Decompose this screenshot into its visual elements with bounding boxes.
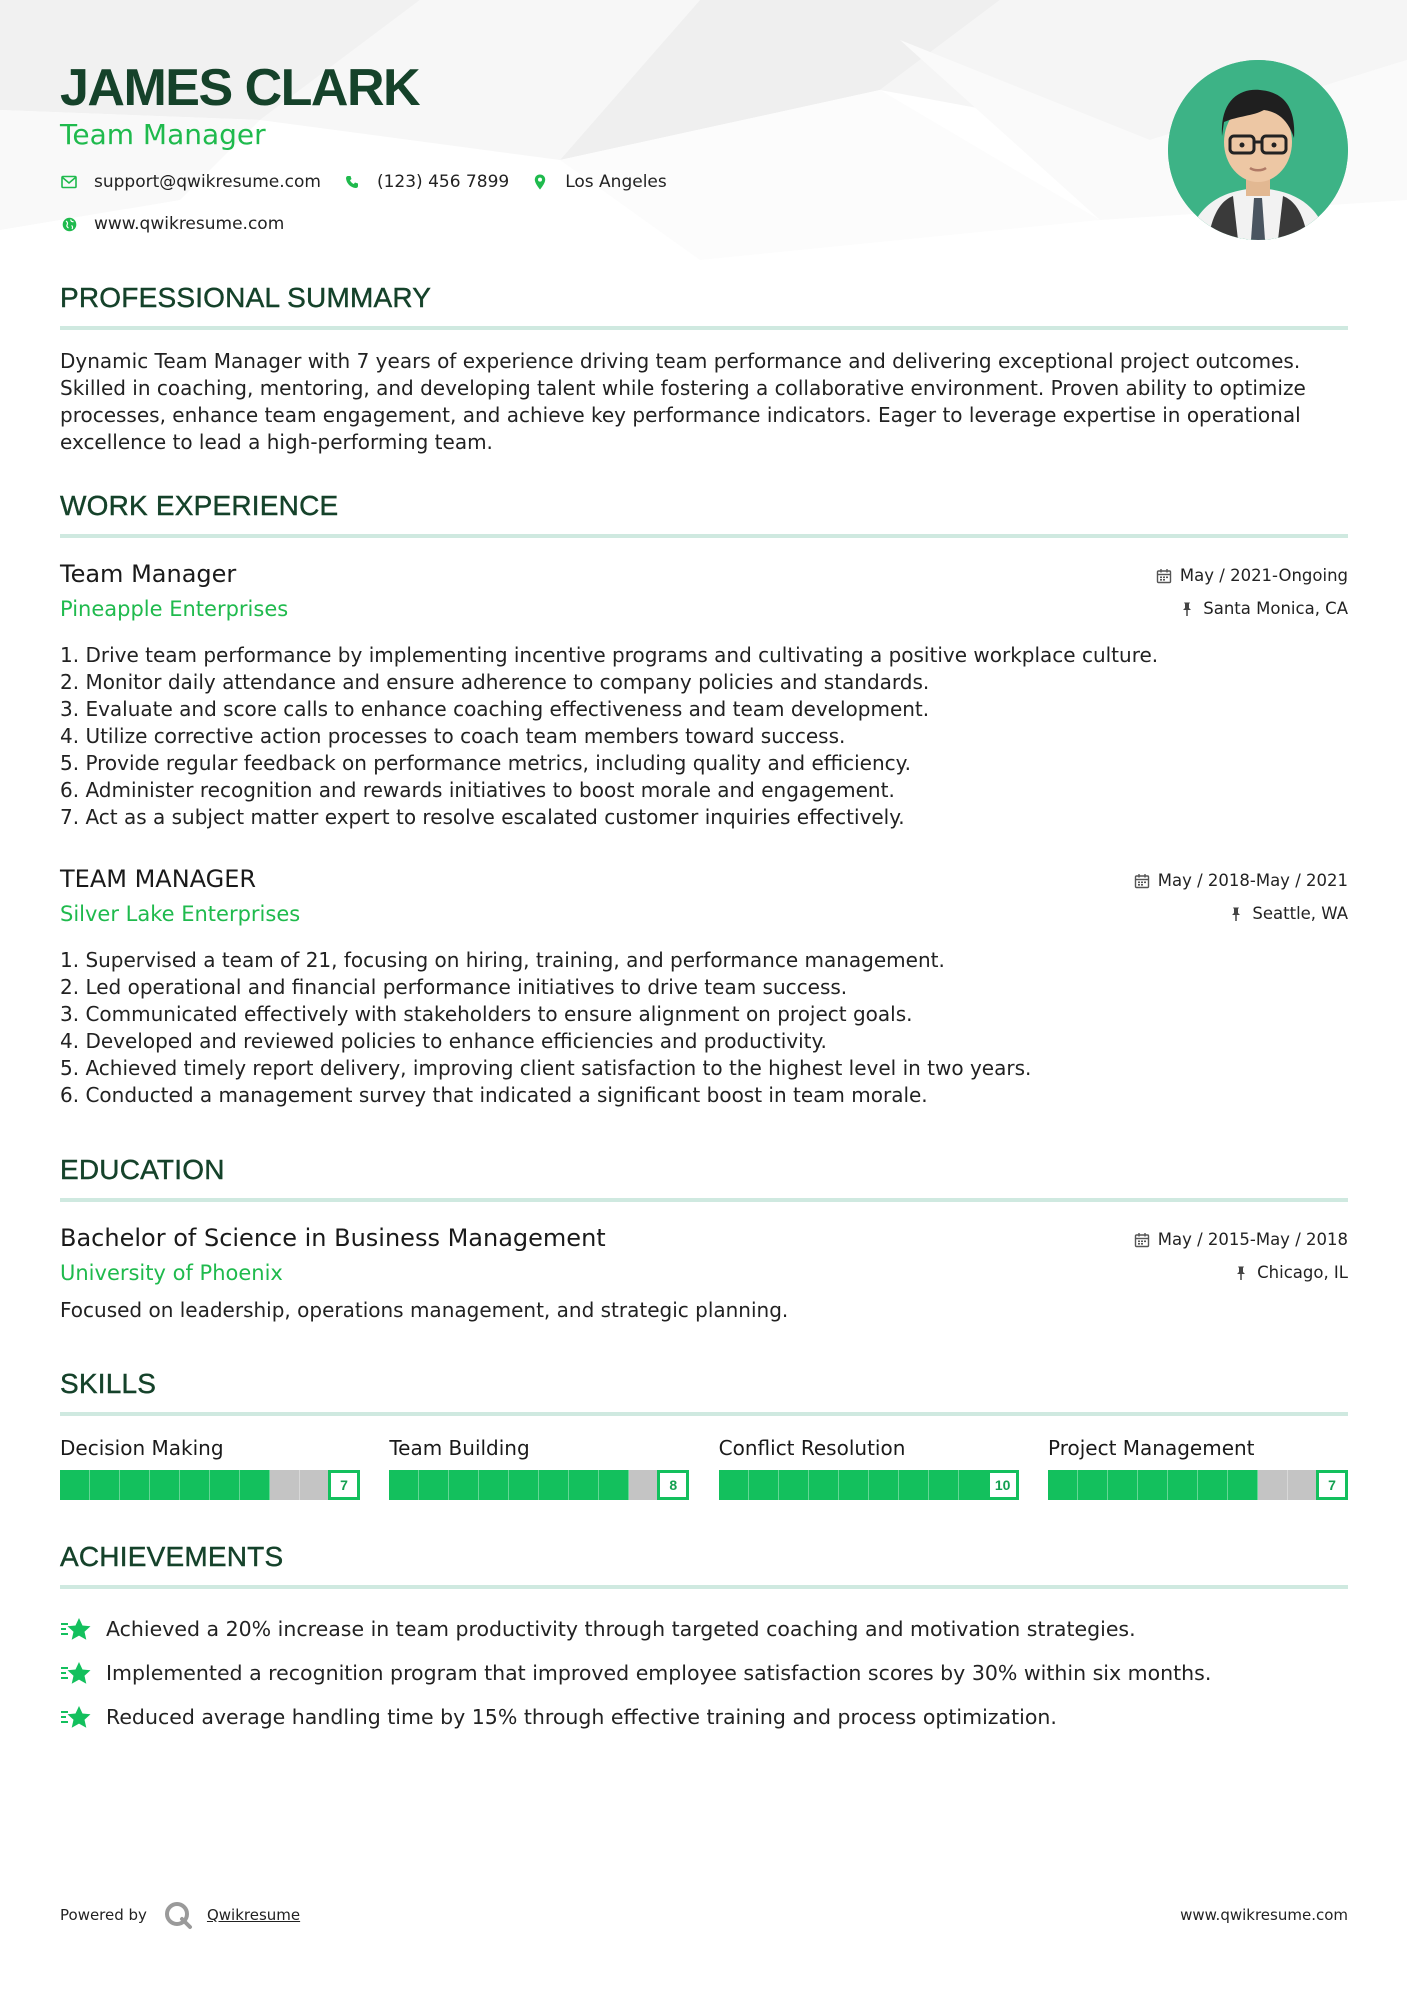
achievement-text: Implemented a recognition program that improved employee satisfaction scores by 30% within six months. (106, 1661, 1212, 1685)
pushpin-icon (1233, 1265, 1249, 1281)
skill-segment (1288, 1470, 1318, 1500)
skill-segment (569, 1470, 599, 1500)
list-item (60, 1651, 1348, 1695)
skill-level-badge: 7 (1316, 1470, 1348, 1500)
list-item: 1. Drive team performance by implementing incentive programs and cultivating a positive workplace culture. (60, 643, 1159, 667)
list-item: 2. Led operational and financial performance initiatives to drive team success. (60, 975, 848, 999)
list-item: 5. Achieved timely report delivery, improving client satisfaction to the highest level in two years. (60, 1056, 1032, 1080)
education-date-text: May / 2015-May / 2018 (1157, 1230, 1348, 1249)
achievements-heading: ACHIEVEMENTS (60, 1541, 284, 1572)
candidate-name: JAMES CLARK (60, 59, 420, 117)
skill-segment (150, 1470, 180, 1500)
calendar-icon (1134, 873, 1150, 889)
skill-segment (599, 1470, 629, 1500)
page-footer (60, 1895, 1348, 1935)
skill-name: Project Management (1047, 1436, 1255, 1460)
job-location-text: Seattle, WA (1252, 904, 1348, 923)
skill-segment (1108, 1470, 1138, 1500)
star-badge-icon (60, 1660, 92, 1686)
list-item: 3. Communicated effectively with stakeholders to ensure alignment on project goals. (60, 1002, 913, 1026)
job-role: Team Manager (60, 560, 237, 588)
skill-segment (240, 1470, 270, 1500)
list-item: 6. Administer recognition and rewards initiatives to boost morale and engagement. (60, 778, 895, 802)
degree-title: Bachelor of Science in Business Management (60, 1224, 606, 1252)
resume-page (60, 0, 1348, 1729)
skill-segment (389, 1470, 419, 1500)
skill-segment (929, 1470, 959, 1500)
skill-segment (809, 1470, 839, 1500)
skill-segment (1138, 1470, 1168, 1500)
skill-segment (60, 1470, 90, 1500)
job-role: TEAM MANAGER (60, 865, 257, 893)
skills-list (60, 1436, 1348, 1500)
skill-segment (779, 1470, 809, 1500)
globe-icon (60, 215, 78, 233)
skill-segment (629, 1470, 659, 1500)
skill-segment (899, 1470, 929, 1500)
experience-section (60, 490, 1348, 1109)
skill-segment (120, 1470, 150, 1500)
section-divider (60, 534, 1348, 538)
map-pin-icon (531, 173, 549, 191)
skill-item (60, 1436, 360, 1500)
skill-segment (1078, 1470, 1108, 1500)
job-header (60, 560, 1348, 630)
contact-location (531, 172, 667, 192)
skill-segment (1048, 1470, 1078, 1500)
contact-email[interactable] (60, 172, 321, 192)
education-heading: EDUCATION (60, 1154, 225, 1185)
skill-segment (749, 1470, 779, 1500)
contact-website[interactable] (60, 214, 284, 234)
calendar-icon (1134, 1232, 1150, 1248)
summary-section (60, 282, 1348, 456)
skill-segment (90, 1470, 120, 1500)
skill-name: Conflict Resolution (718, 1436, 906, 1460)
skill-segment (1258, 1470, 1288, 1500)
skill-segment (869, 1470, 899, 1500)
contact-row-secondary (60, 214, 306, 234)
list-item: 1. Supervised a team of 21, focusing on hiring, training, and performance management. (60, 948, 945, 972)
experience-heading: WORK EXPERIENCE (60, 490, 339, 521)
skill-item (1048, 1436, 1348, 1500)
achievements-list (60, 1607, 1348, 1739)
skill-segment (1168, 1470, 1198, 1500)
achievements-section (60, 1541, 1348, 1739)
list-item (60, 1607, 1348, 1651)
skill-segment (479, 1470, 509, 1500)
job-header (60, 865, 1348, 935)
list-item: 2. Monitor daily attendance and ensure adherence to company policies and standards. (60, 670, 930, 694)
resume-header (60, 0, 1348, 255)
skill-level-bar (60, 1470, 360, 1500)
skill-level-badge: 8 (657, 1470, 689, 1500)
envelope-icon (60, 173, 78, 191)
job-location (1228, 904, 1348, 923)
section-divider (60, 1585, 1348, 1589)
education-section (60, 1154, 1348, 1322)
skill-item (389, 1436, 689, 1500)
list-item: 4. Developed and reviewed policies to enhance efficiencies and productivity. (60, 1029, 827, 1053)
powered-by (60, 1900, 300, 1930)
contact-phone[interactable] (343, 172, 509, 192)
skill-name: Team Building (389, 1436, 530, 1460)
skill-level-badge: 10 (987, 1470, 1019, 1500)
phone-icon (343, 173, 361, 191)
list-item (60, 1695, 1348, 1739)
section-divider (60, 1198, 1348, 1202)
pushpin-icon (1228, 906, 1244, 922)
skill-item (719, 1436, 1019, 1500)
qwikresume-logo (163, 1900, 193, 1930)
qwikresume-link[interactable]: Qwikresume (206, 1906, 301, 1924)
job-company: Pineapple Enterprises (60, 597, 289, 621)
skill-segment (1198, 1470, 1228, 1500)
skill-segment (509, 1470, 539, 1500)
education-description: Focused on leadership, operations management, and strategic planning. (60, 1298, 789, 1322)
education-location-text: Chicago, IL (1257, 1263, 1348, 1282)
summary-heading: PROFESSIONAL SUMMARY (60, 282, 432, 313)
footer-website[interactable]: www.qwikresume.com (1180, 1906, 1348, 1924)
list-item: 7. Act as a subject matter expert to resolve escalated customer inquiries effectively. (60, 805, 905, 829)
pushpin-icon (1179, 601, 1195, 617)
job-date-text: May / 2021-Ongoing (1179, 566, 1348, 585)
job-date (1134, 871, 1348, 890)
star-badge-icon (60, 1616, 92, 1642)
summary-text: Dynamic Team Manager with 7 years of experience driving team performance and delivering exceptional project outcomes. Skilled in coaching, mentoring, and developing talent while fostering a collaborative environment. Proven ability to optimize processes, enhance team engagement, and achieve key performance indicators. Eager to leverage expertise in operational excellence to lead a high-performing team. (60, 349, 1306, 454)
location-text: Los Angeles (565, 172, 667, 192)
list-item: 5. Provide regular feedback on performance metrics, including quality and efficiency. (60, 751, 911, 775)
skill-level-bar (1048, 1470, 1348, 1500)
skill-segment (419, 1470, 449, 1500)
candidate-title: Team Manager (60, 118, 266, 151)
email-text: support@qwikresume.com (94, 172, 321, 192)
job-entry (60, 560, 1348, 831)
list-item: 3. Evaluate and score calls to enhance coaching effectiveness and team development. (60, 697, 930, 721)
achievement-text: Achieved a 20% increase in team productivity through targeted coaching and motivation strategies. (106, 1617, 1136, 1641)
job-bullets (60, 947, 1348, 1109)
phone-text: (123) 456 7899 (376, 172, 510, 192)
skill-segment (539, 1470, 569, 1500)
skill-segment (1228, 1470, 1258, 1500)
skill-segment (270, 1470, 300, 1500)
list-item: 6. Conducted a management survey that indicated a significant boost in team morale. (60, 1083, 928, 1107)
contact-row-primary (60, 172, 689, 192)
skill-level-badge: 7 (328, 1470, 360, 1500)
job-entry (60, 865, 1348, 1109)
powered-by-label: Powered by (60, 1906, 147, 1924)
section-divider (60, 326, 1348, 330)
job-location-text: Santa Monica, CA (1203, 599, 1348, 618)
skill-segment (449, 1470, 479, 1500)
list-item: 4. Utilize corrective action processes to coach team members toward success. (60, 724, 846, 748)
skill-segment (839, 1470, 869, 1500)
education-header (60, 1224, 1348, 1294)
job-date-text: May / 2018-May / 2021 (1157, 871, 1348, 890)
education-entry (60, 1224, 1348, 1322)
skill-level-bar (719, 1470, 1019, 1500)
education-location (1233, 1263, 1348, 1282)
skill-segment (719, 1470, 749, 1500)
achievement-text: Reduced average handling time by 15% through effective training and process optimization. (106, 1705, 1057, 1729)
profile-photo (1168, 60, 1348, 240)
job-bullets (60, 642, 1348, 831)
website-text: www.qwikresume.com (94, 214, 285, 234)
skill-segment (180, 1470, 210, 1500)
school-name: University of Phoenix (60, 1261, 283, 1285)
skill-segment (210, 1470, 240, 1500)
star-badge-icon (60, 1704, 92, 1730)
skill-level-bar (389, 1470, 689, 1500)
job-date (1156, 566, 1348, 585)
skill-name: Decision Making (60, 1436, 224, 1460)
job-company: Silver Lake Enterprises (60, 902, 301, 926)
skill-segment (959, 1470, 989, 1500)
calendar-icon (1156, 568, 1172, 584)
job-location (1179, 599, 1348, 618)
education-date (1134, 1230, 1348, 1249)
skills-heading: SKILLS (60, 1368, 157, 1399)
skill-segment (300, 1470, 330, 1500)
skills-section (60, 1368, 1348, 1500)
section-divider (60, 1412, 1348, 1416)
